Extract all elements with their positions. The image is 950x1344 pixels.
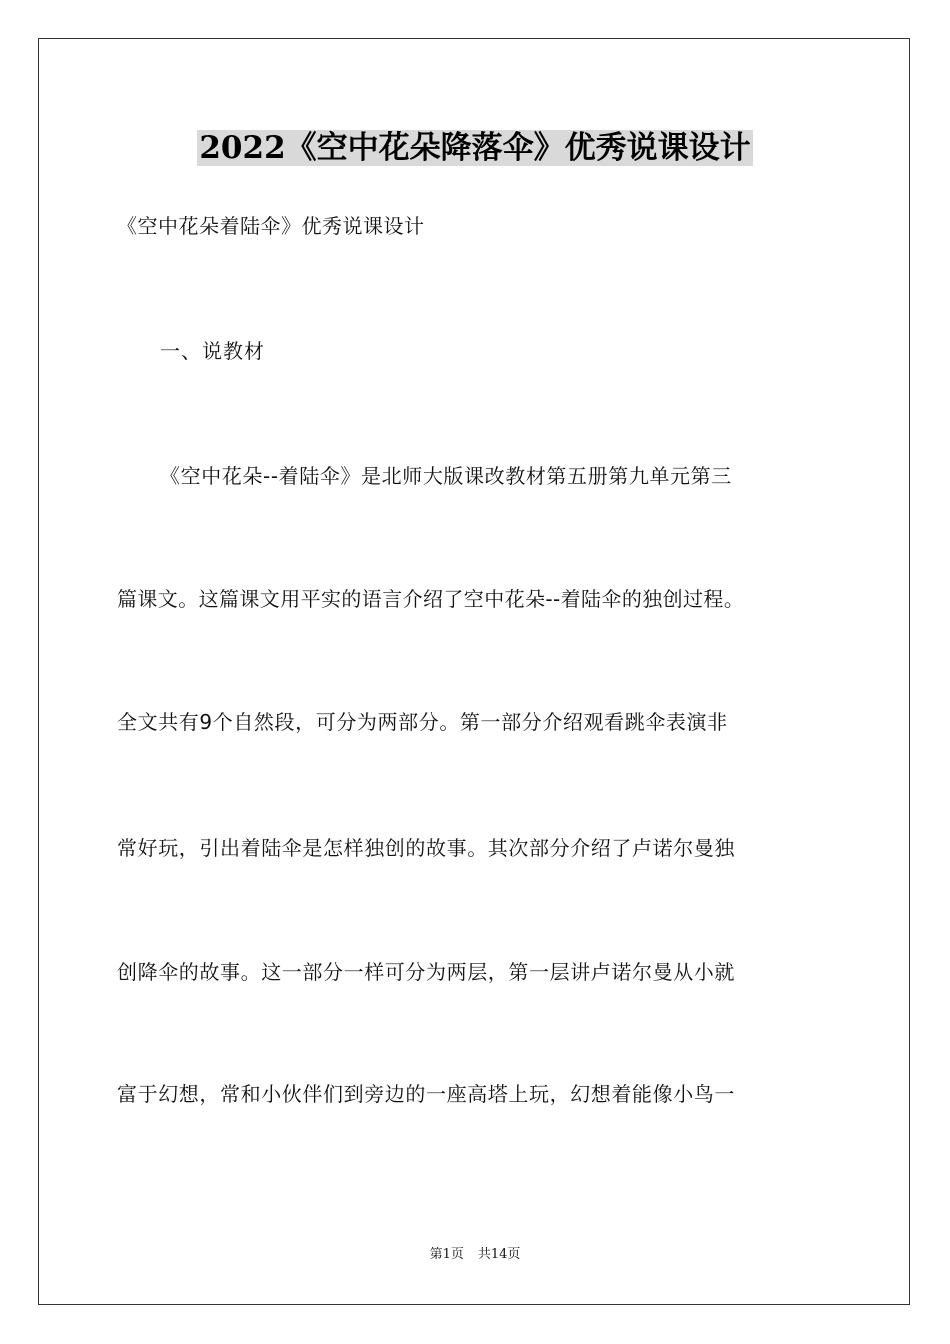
paragraph-line: 创降伞的故事。这一部分一样可分为两层，第一层讲卢诺尔曼从小就	[117, 960, 735, 984]
paragraph-line: 篇课文。这篇课文用平实的语言介绍了空中花朵--着陆伞的独创过程。	[117, 587, 745, 611]
page-total: 共14页	[477, 1247, 521, 1262]
section-heading: 一、说教材	[160, 339, 265, 363]
page-number: 第1页	[429, 1247, 464, 1262]
paragraph-line: 富于幻想，常和小伙伴们到旁边的一座高塔上玩，幻想着能像小鸟一	[117, 1082, 735, 1106]
document-subtitle: 《空中花朵着陆伞》优秀说课设计	[117, 214, 425, 238]
page-footer	[0, 1246, 950, 1264]
paragraph-line: 全文共有9个自然段，可分为两部分。第一部分介绍观看跳伞表演非	[117, 710, 728, 734]
paragraph-line: 常好玩，引出着陆伞是怎样独创的故事。其次部分介绍了卢诺尔曼独	[117, 836, 735, 860]
document-title	[0, 128, 950, 168]
paragraph-line: 《空中花朵--着陆伞》是北师大版课改教材第五册第九单元第三	[160, 464, 732, 488]
document-title-text: 2022《空中花朵降落伞》优秀说课设计	[199, 130, 751, 166]
